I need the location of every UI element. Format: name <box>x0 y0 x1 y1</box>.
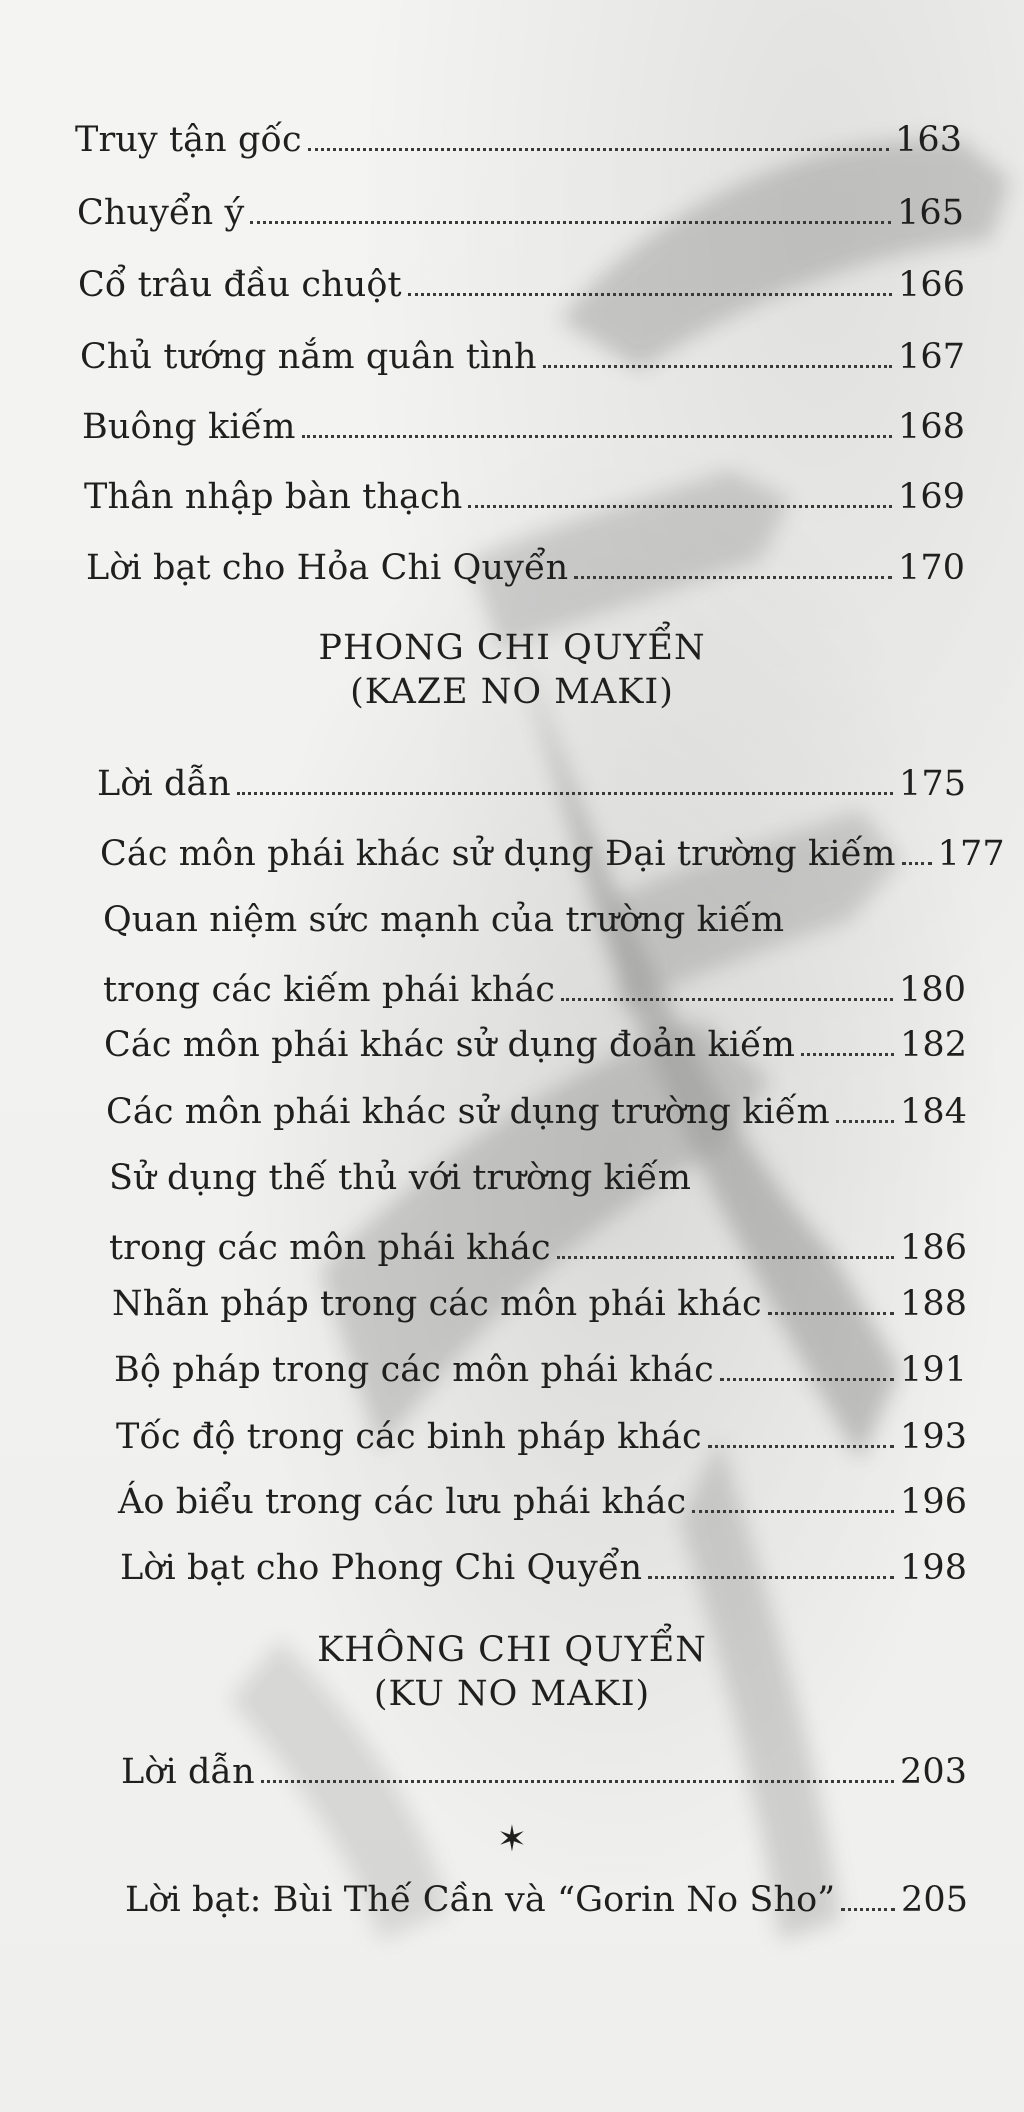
toc-entry-title: Truy tận gốc <box>75 120 302 160</box>
toc-leader-dots <box>543 365 892 368</box>
toc-entry <box>75 120 963 160</box>
toc-page-number: 167 <box>898 337 966 377</box>
toc-entry-title: Lời dẫn <box>121 1752 255 1792</box>
toc-entry-title: Các môn phái khác sử dụng Đại trường kiếm <box>100 834 896 874</box>
toc-entry-title: Buông kiếm <box>82 407 296 447</box>
section-subtitle: (KAZE NO MAKI) <box>350 672 674 712</box>
toc-entry <box>125 1880 969 1920</box>
toc-entry-title: trong các kiếm phái khác <box>103 970 556 1010</box>
toc-entry <box>121 1752 968 1792</box>
toc-leader-dots <box>557 1256 894 1259</box>
toc-page-number: 196 <box>900 1482 968 1522</box>
toc-entry-row <box>103 970 967 1010</box>
toc-page-number: 193 <box>900 1417 968 1457</box>
section-title: KHÔNG CHI QUYỂN <box>317 1630 707 1670</box>
toc-page-number: 170 <box>898 548 966 588</box>
toc-entry-title: Các môn phái khác sử dụng trường kiếm <box>106 1092 830 1132</box>
toc-entry-title: trong các môn phái khác <box>109 1228 551 1268</box>
toc-entry-title: Tốc độ trong các binh pháp khác <box>116 1417 702 1457</box>
toc-leader-dots <box>308 148 889 151</box>
toc-leader-dots <box>768 1312 894 1315</box>
toc-entry-title: Chuyển ý <box>77 193 245 233</box>
toc-entry-title: Thân nhập bàn thạch <box>84 477 463 517</box>
toc-leader-dots <box>302 435 892 438</box>
section-subtitle: (KU NO MAKI) <box>373 1674 651 1714</box>
toc-entry <box>82 407 966 447</box>
toc-leader-dots <box>237 792 893 795</box>
toc-entry <box>114 1350 968 1390</box>
toc-leader-dots <box>708 1445 894 1448</box>
toc-entry <box>116 1417 968 1457</box>
toc-entry-title: Chủ tướng nắm quân tình <box>80 337 537 377</box>
toc-leader-dots <box>250 221 891 224</box>
toc-leader-dots <box>801 1053 894 1056</box>
toc-entry-title: Cổ trâu đầu chuột <box>78 265 402 305</box>
toc-leader-dots <box>836 1120 894 1123</box>
toc-page-number: 180 <box>899 970 967 1010</box>
toc-leader-dots <box>468 505 892 508</box>
toc-page-number: 205 <box>901 1880 969 1920</box>
toc-leader-dots <box>561 998 893 1001</box>
section-heading <box>0 1628 1024 1716</box>
toc-entry-title-line1: Sử dụng thế thủ với trường kiếm <box>109 1158 692 1198</box>
toc-entry <box>86 548 966 588</box>
toc-entry <box>78 265 966 305</box>
toc-entry <box>104 1025 968 1065</box>
toc-page-number: 169 <box>898 477 966 517</box>
toc-entry-title: Áo biểu trong các lưu phái khác <box>118 1482 687 1522</box>
toc-entry-title: Lời dẫn <box>97 764 231 804</box>
toc-page-number: 182 <box>900 1025 968 1065</box>
toc-page-number: 166 <box>898 265 966 305</box>
toc-entry <box>77 193 965 233</box>
toc-leader-dots <box>692 1510 894 1513</box>
toc-entry <box>103 900 967 1010</box>
toc-page-number: 198 <box>900 1548 968 1588</box>
toc-page-number: 186 <box>900 1228 968 1268</box>
toc-entry <box>84 477 966 517</box>
toc-leader-dots <box>648 1576 894 1579</box>
toc-entry <box>106 1092 968 1132</box>
toc-page-number: 177 <box>937 834 1005 874</box>
toc-leader-dots <box>841 1908 895 1911</box>
toc-entry-title: Lời bạt cho Hỏa Chi Quyển <box>86 548 569 588</box>
toc-page-number: 175 <box>899 764 967 804</box>
toc-entry <box>100 834 1005 874</box>
toc-entry-title: Bộ pháp trong các môn phái khác <box>114 1350 714 1390</box>
toc-entry-title: Các môn phái khác sử dụng đoản kiếm <box>104 1025 796 1065</box>
toc-page-number: 203 <box>900 1752 968 1792</box>
toc-entry <box>120 1548 968 1588</box>
toc-page-number: 184 <box>900 1092 968 1132</box>
toc-entry <box>109 1158 968 1268</box>
toc-entry-title-line1: Quan niệm sức mạnh của trường kiếm <box>103 900 785 940</box>
toc-leader-dots <box>902 862 932 865</box>
toc-entry-title: Lời bạt: Bùi Thế Cần và “Gorin No Sho” <box>125 1880 836 1920</box>
toc-page-number: 168 <box>898 407 966 447</box>
toc-entry <box>118 1482 968 1522</box>
toc-entry <box>112 1284 968 1324</box>
toc-leader-dots <box>574 576 892 579</box>
toc-entry-title: Nhãn pháp trong các môn phái khác <box>112 1284 762 1324</box>
section-title: PHONG CHI QUYỂN <box>318 628 706 668</box>
toc-entry-title: Lời bạt cho Phong Chi Quyển <box>120 1548 643 1588</box>
separator-star-icon: ✶ <box>496 1819 528 1860</box>
toc-entry <box>80 337 966 377</box>
toc-leader-dots <box>720 1378 894 1381</box>
toc-entry <box>97 764 967 804</box>
toc-page-number: 163 <box>895 120 963 160</box>
toc-entry-row <box>109 1228 968 1268</box>
section-heading <box>0 626 1024 714</box>
toc-leader-dots <box>408 293 892 296</box>
toc-page-number: 165 <box>897 193 965 233</box>
toc-leader-dots <box>261 1780 894 1783</box>
toc-page-number: 188 <box>900 1284 968 1324</box>
toc-page-number: 191 <box>900 1350 968 1390</box>
